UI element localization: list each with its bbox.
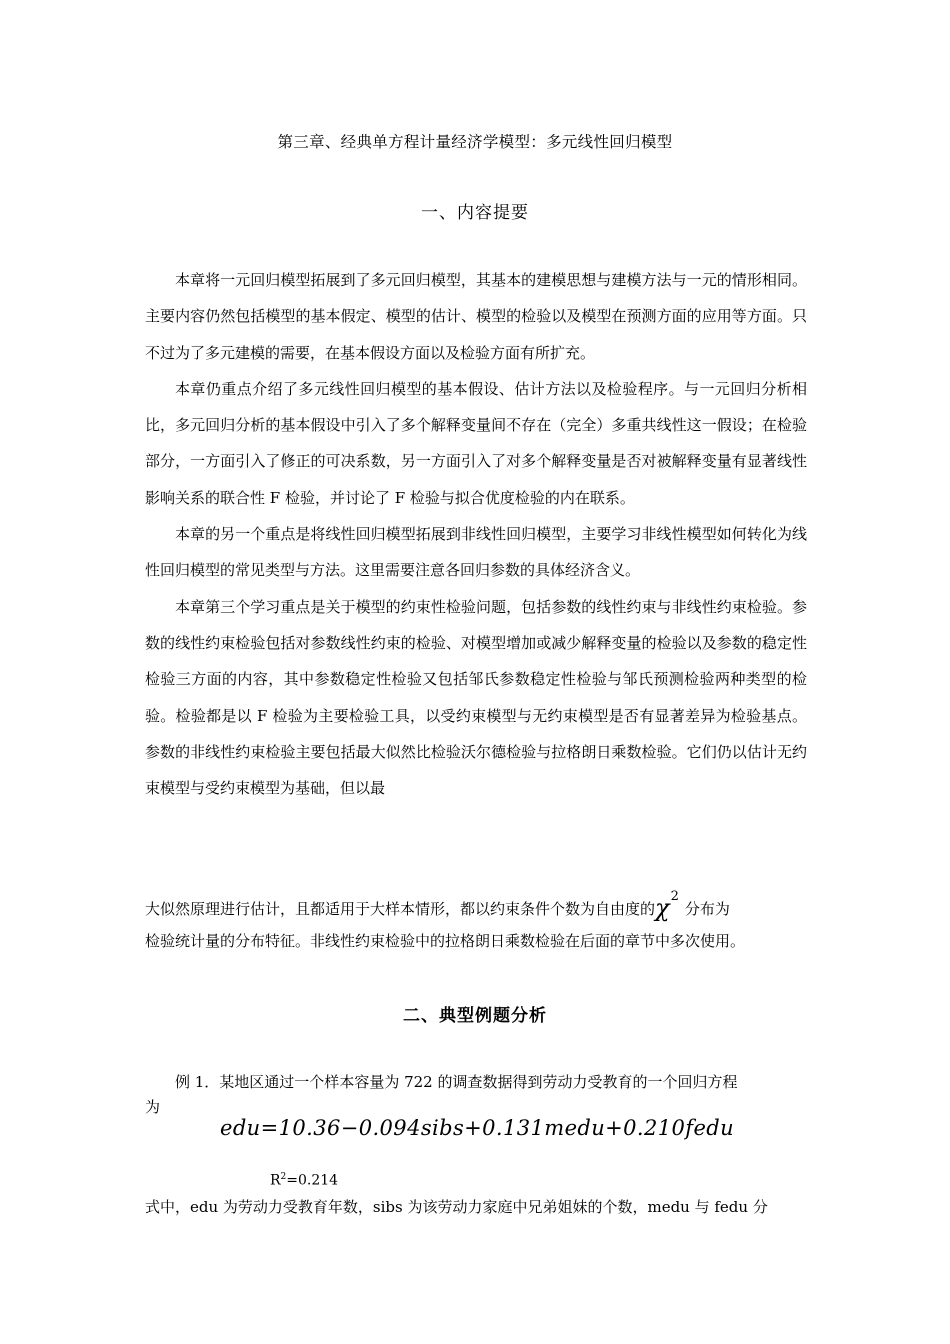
summary-paragraph: 本章仍重点介绍了多元线性回归模型的基本假设、估计方法以及检验程序。与一元回归分析相比，多元回归分析的基本假设中引入了多个解释变量间不存在（完全）多重共线性这一假设；在检验部分，一方面引入了修正的可决系数，另一方面引入了对多个解释变量是否对被解释变量有显著线性影响关系的联合性 F 检验，并讨论了 F 检验与拟合优度检验的内在联系。 [145,379,807,507]
example-text: 例 1．某地区通过一个样本容量为 722 的调查数据得到劳动力受教育的一个回归方程 [175,1073,738,1091]
summary-text: 大似然原理进行估计，且都适用于大样本情形，都以约束条件个数为自由度的 [145,900,656,918]
example-text: 式中，edu 为劳动力受教育年数，sibs 为该劳动力家庭中兄弟姐妹的个数，medu 与 fedu 分 [145,1198,768,1216]
summary-body [145,262,807,806]
summary-paragraph: 本章的另一个重点是将线性回归模型拓展到非线性回归模型，主要学习非线性模型如何转化为线性回归模型的常见类型与方法。这里需要注意各回归参数的具体经济含义。 [145,525,807,580]
r-squared [270,1172,338,1189]
r-squared-exponent: 2 [280,1172,287,1182]
section-heading-summary: 一、内容提要 [421,203,529,223]
summary-paragraph: 本章第三个学习重点是关于模型的约束性检验问题，包括参数的线性约束与非线性约束检验。参数的线性约束检验包括对参数线性约束的检验、对模型增加或减少解释变量的检验以及参数的稳定性检验三方面的内容，其中参数稳定性检验又包括邹氏参数稳定性检验与邹氏预测检验两种类型的检验。检验都是以 F 检验为主要检验工具，以受约束模型与无约束模型是否有显著差异为检验基点。参数的非线性约束检验主要包括最大似然比检验沃尔德检验与拉格朗日乘数检验。它们仍以估计无约束模型与受约束模型为基础，但以最 [145,597,807,798]
chapter-title: 第三章、经典单方程计量经济学模型：多元线性回归模型 [277,133,673,151]
r-squared-value: =0.214 [286,1172,339,1189]
chi-square-symbol: χ [655,894,670,922]
example-text: 为 [145,1098,161,1116]
chi-square-exponent: 2 [670,889,679,904]
summary-paragraph: 本章将一元回归模型拓展到了多元回归模型，其基本的建模思想与建模方法与一元的情形相同。主要内容仍然包括模型的基本假定、模型的估计、模型的检验以及模型在预测方面的应用等方面。只不过为了多元建模的需要，在基本假设方面以及检验方面有所扩充。 [145,271,807,362]
section-heading-examples: 二、典型例题分析 [403,1006,547,1026]
regression-equation: edu=10.36−0.094sibs+0.131medu+0.210fedu [220,1116,735,1140]
summary-body-continued [145,879,807,960]
summary-line: 检验统计量的分布特征。非线性约束检验中的拉格朗日乘数检验在后面的章节中多次使用。 [145,932,746,951]
summary-line [145,879,807,922]
r-squared-label: R [270,1172,281,1189]
summary-text: 分布为 [684,900,730,918]
